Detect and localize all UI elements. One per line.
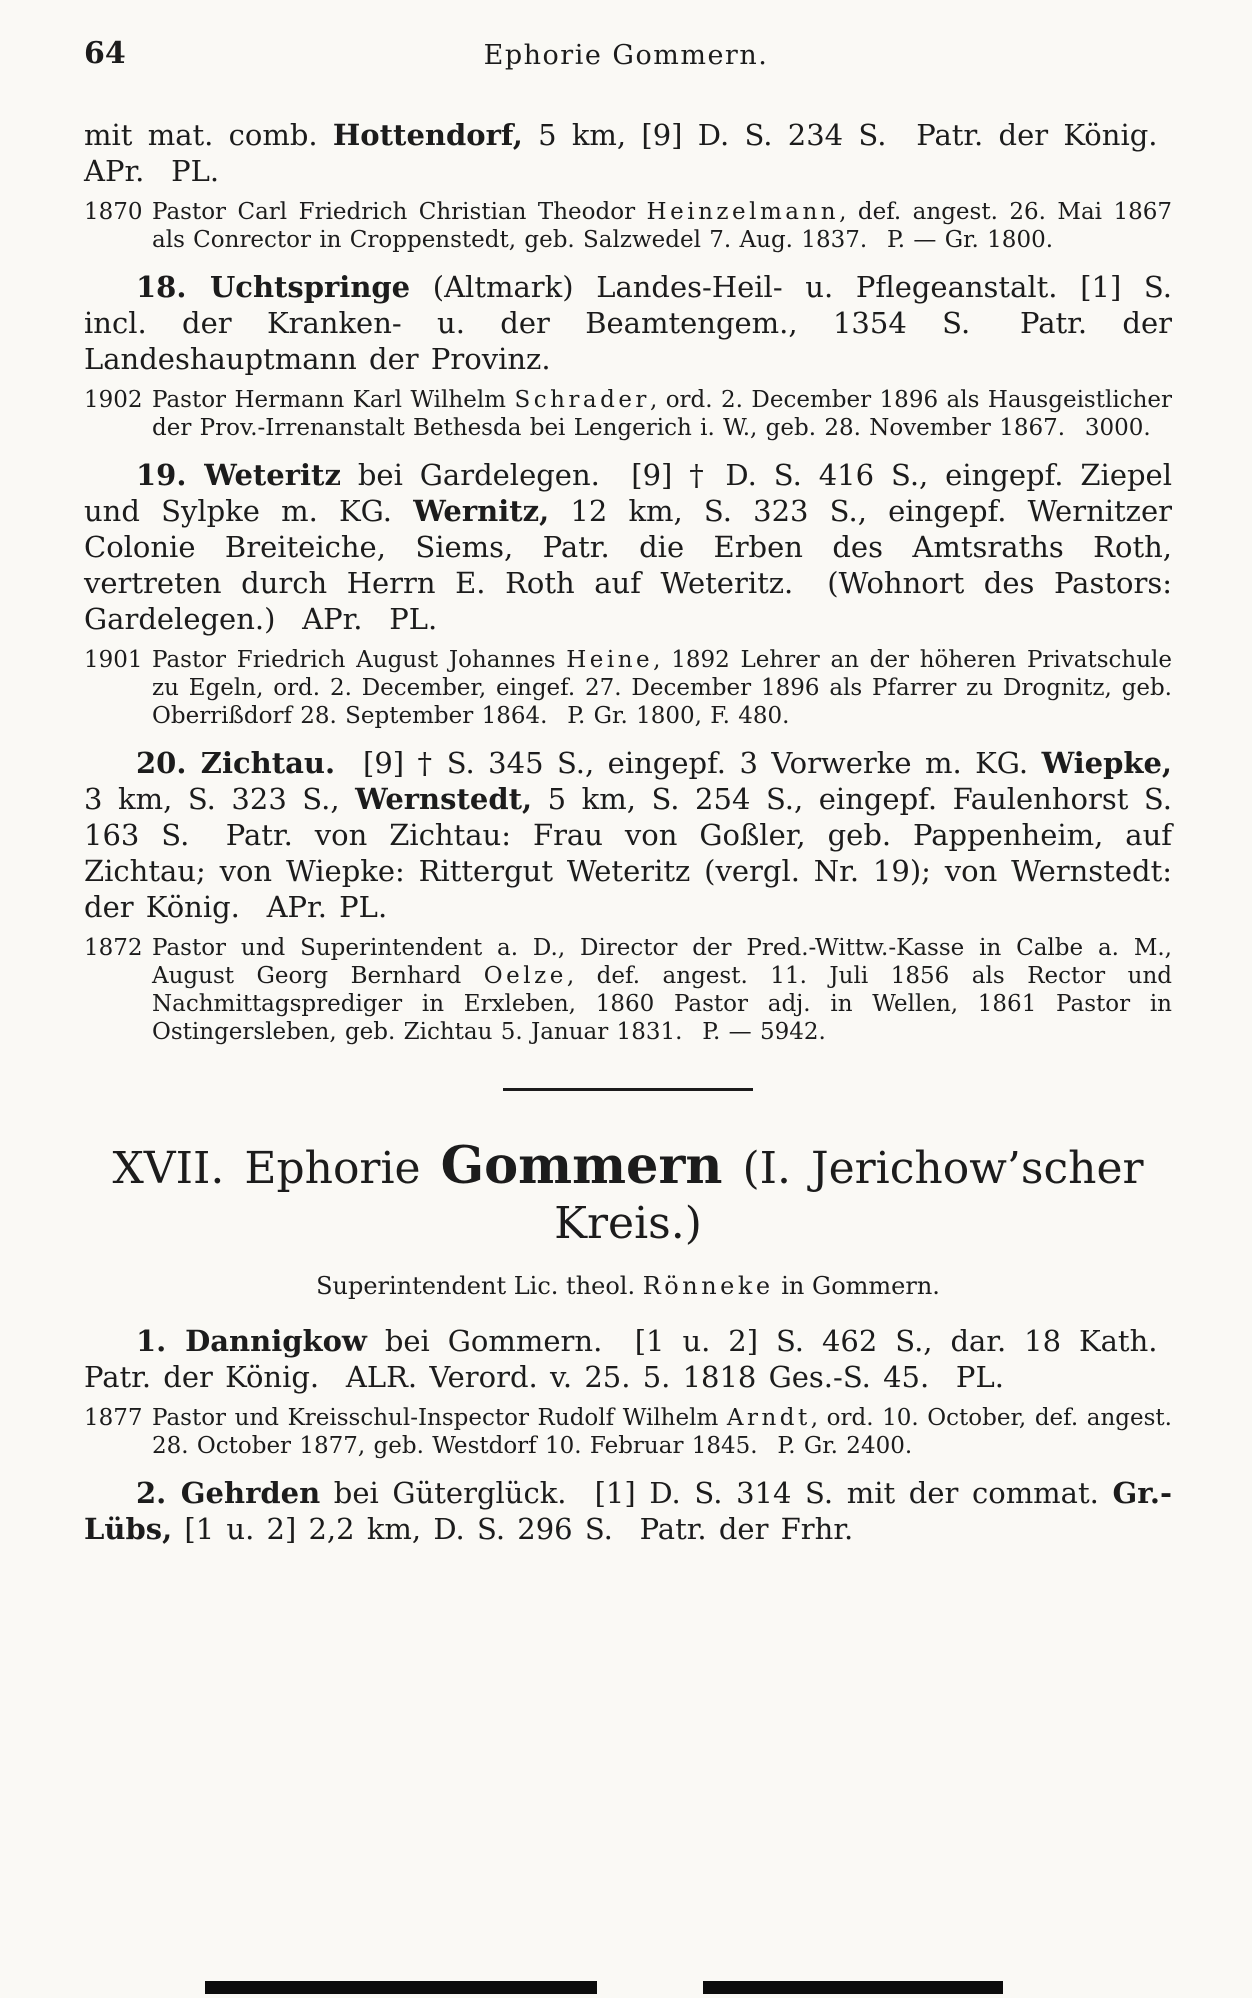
text-run: , ord. 10. October, def. angest. 28. October 1877, geb. Westdorf 10. Februar 1845. P. Gr. 2400. bbox=[152, 1404, 1172, 1459]
entry-18-uchtspringe bbox=[84, 270, 1172, 378]
entry-1-dannigkow bbox=[84, 1324, 1172, 1396]
text-run: Wernstedt, bbox=[355, 781, 533, 816]
text-run: bei Gommern. [1 u. 2] S. 462 S., dar. 18 Kath. Patr. der König. ALR. Verord. v. 25. 5. 1818 Ges.-S. 45. PL. bbox=[84, 1324, 1172, 1394]
text-run: mit mat. comb. bbox=[84, 118, 333, 152]
text-run: Pastor Friedrich August Johannes bbox=[152, 646, 567, 673]
pastor-entry-1901 bbox=[84, 646, 1172, 730]
text-run: [9] † S. 345 S., eingepf. 3 Vorwerke m. KG. bbox=[335, 745, 1042, 780]
superintendent-line bbox=[84, 1272, 1172, 1300]
text-run: 1. Dannigkow bbox=[136, 1324, 367, 1359]
text-run: 5 km, S. 254 S., eingepf. Faulenhorst S. 163 S. Patr. von Zichtau: Frau von Goßler, geb. Pappenheim, auf Zichtau; von Wiepke: Rittergut Weteritz (vergl. Nr. 19); von Wernstedt: der König. APr. PL. bbox=[84, 781, 1172, 924]
text-run: 2. Gehrden bbox=[136, 1476, 321, 1511]
text-run: Hottendorf, bbox=[332, 118, 523, 152]
pastor-entry-1872 bbox=[84, 934, 1172, 1046]
text-run: XVII. Ephorie bbox=[112, 1142, 441, 1194]
text-run: 5 km, [9] D. S. 234 S. Patr. der König. APr. PL. bbox=[84, 118, 1172, 188]
running-head: Ephorie Gommern. bbox=[483, 40, 769, 71]
pastor-year-label: 1901 bbox=[84, 646, 143, 673]
text-run: Wernitz, bbox=[413, 493, 550, 528]
text-run: Pastor und Superintendent a. D., Director der Pred.-Wittw.-Kasse in Calbe a. M., August Georg Bernhard bbox=[152, 934, 1172, 989]
pastor-entry-1877 bbox=[84, 1404, 1172, 1460]
text-run: Rönneke bbox=[642, 1272, 774, 1301]
entry-19-weteritz bbox=[84, 458, 1172, 638]
text-run: Schrader bbox=[514, 386, 650, 413]
pastor-entry-1902 bbox=[84, 386, 1172, 442]
entry-20-zichtau bbox=[84, 746, 1172, 926]
text-run: Kreis.) bbox=[554, 1198, 702, 1250]
pastor-year-label: 1870 bbox=[84, 198, 143, 225]
text-run: bei Güterglück. [1] D. S. 314 S. mit der commat. bbox=[320, 1476, 1113, 1511]
text-run: 12 km, S. 323 S., eingepf. Wernitzer Colonie Breiteiche, Siems, Patr. die Erben des Amtsraths Roth, vertreten durch Herrn E. Roth auf Weteritz. (Wohnort des Pastors: Gardelegen.) APr. PL. bbox=[84, 493, 1172, 636]
entry-2-gehrden bbox=[84, 1476, 1172, 1548]
page-header bbox=[0, 0, 1252, 80]
chapter-heading-line1 bbox=[84, 1137, 1172, 1196]
text-run: Pastor Carl Friedrich Christian Theodor bbox=[152, 198, 647, 225]
text-run: Oelze bbox=[483, 962, 567, 989]
pastor-entry-1870 bbox=[84, 198, 1172, 254]
text-run: Pastor und Kreisschul-Inspector Rudolf Wilhelm bbox=[152, 1404, 727, 1431]
text-run: Wiepke, bbox=[1041, 745, 1173, 780]
text-run: 18. Uchtspringe bbox=[136, 270, 411, 304]
text-run: 20. Zichtau. bbox=[136, 745, 336, 780]
text-run: 3 km, S. 323 S., bbox=[84, 781, 356, 816]
text-run: Superintendent Lic. theol. bbox=[316, 1272, 643, 1301]
text-run: Heine bbox=[566, 646, 654, 673]
text-run: , def. angest. 11. Juli 1856 als Rector und Nachmittagsprediger in Erxleben, 1860 Pastor adj. in Wellen, 1861 Pastor in Ostingersleben, geb. Zichtau 5. Januar 1831. P. — 5942. bbox=[152, 962, 1172, 1045]
content bbox=[0, 80, 1252, 1548]
scan-artifact-bar-right bbox=[703, 1981, 1003, 1994]
pastor-year-label: 1872 bbox=[84, 934, 143, 961]
pastor-year-label: 1877 bbox=[84, 1404, 143, 1431]
text-run: Arndt bbox=[726, 1404, 811, 1431]
text-run: , 1892 Lehrer an der höheren Privatschule zu Egeln, ord. 2. December, eingef. 27. December 1896 als Pfarrer zu Drognitz, geb. Oberrißdorf 28. September 1864. P. Gr. 1800, F. 480. bbox=[152, 646, 1172, 729]
pastor-year-label: 1902 bbox=[84, 386, 143, 413]
text-run: in Gommern. bbox=[773, 1272, 940, 1301]
text-run: Heinzelmann bbox=[646, 198, 840, 225]
text-run: bei Gardelegen. [9] † D. S. 416 S., eingepf. Ziepel und Sylpke m. KG. bbox=[84, 457, 1172, 528]
text-run: 19. Weteritz bbox=[136, 457, 341, 492]
section-divider bbox=[503, 1088, 753, 1091]
scan-artifact-bar-left bbox=[205, 1981, 597, 1994]
text-run: [1 u. 2] 2,2 km, D. S. 296 S. Patr. der Frhr. bbox=[172, 1512, 854, 1546]
text-run: Gommern bbox=[440, 1135, 723, 1196]
text-run: , def. angest. 26. Mai 1867 als Conrector in Croppenstedt, geb. Salzwedel 7. Aug. 1837. P. — Gr. 1800. bbox=[152, 198, 1172, 253]
page-number: 64 bbox=[84, 36, 126, 71]
text-run: (I. Jerichow’scher bbox=[722, 1142, 1144, 1194]
chapter-heading-line2 bbox=[84, 1199, 1172, 1250]
text-run: , ord. 2. December 1896 als Hausgeistlicher der Prov.-Irrenanstalt Bethesda bei Lengerich i. W., geb. 28. November 1867. 3000. bbox=[152, 386, 1172, 441]
text-run: Gr.-Lübs, bbox=[84, 1476, 1172, 1546]
text-run: (Altmark) Landes-Heil- u. Pflegeanstalt. [1] S. incl. der Kranken- u. der Beamtengem., 1354 S. Patr. der Landeshauptmann der Provinz. bbox=[84, 270, 1172, 376]
entry-hottendorf-continuation bbox=[84, 118, 1172, 190]
text-run: Pastor Hermann Karl Wilhelm bbox=[152, 386, 515, 413]
